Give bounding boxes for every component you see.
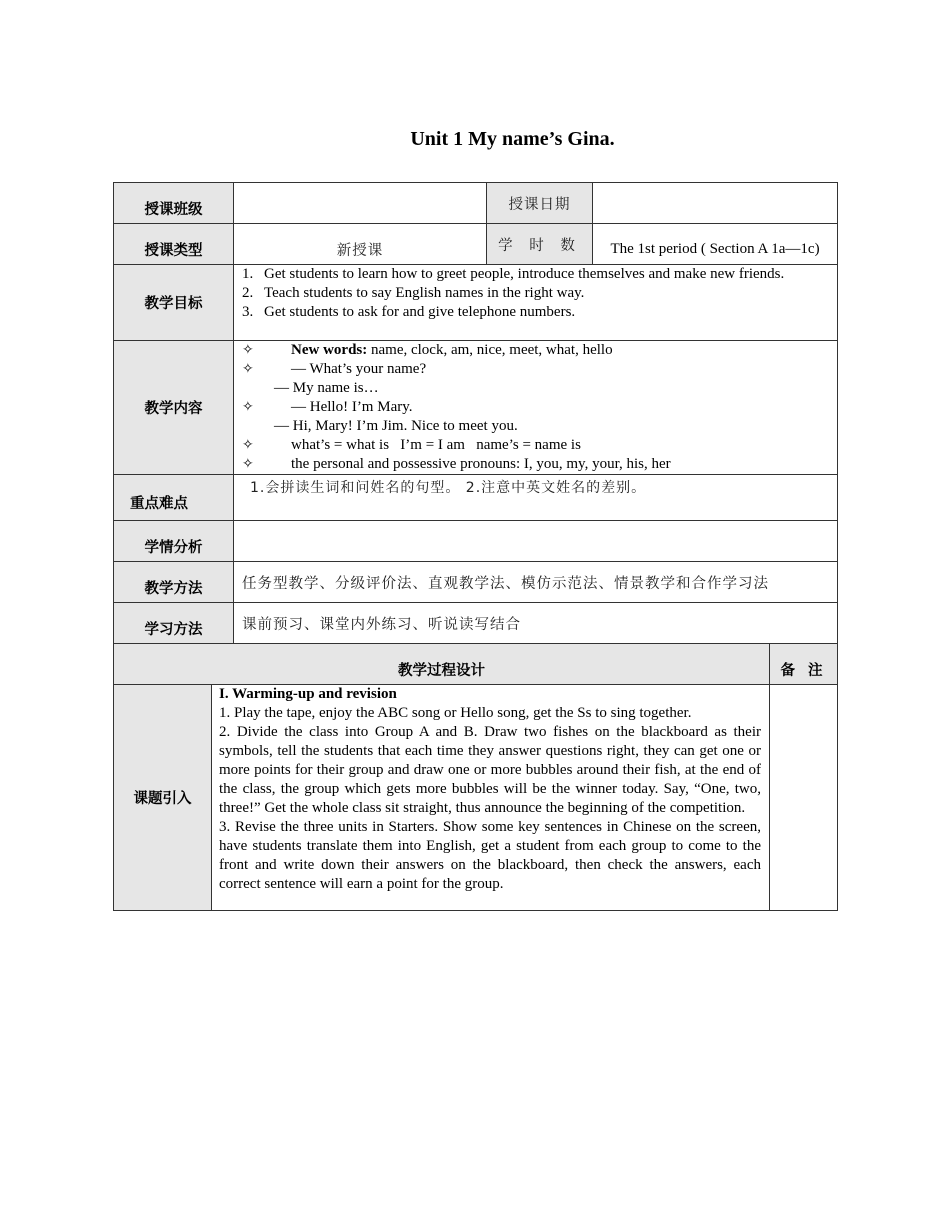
diamond-bullet-icon: ✧ — [242, 437, 254, 453]
goal-item: 2. Teach students to say English names in the right way. — [242, 285, 585, 301]
key-value: 1.会拼读生词和问姓名的句型。 2.注意中英文姓名的差别。 — [234, 475, 838, 521]
type-value: 新授课 — [234, 224, 487, 265]
notes-value — [770, 685, 838, 911]
row-intro — [114, 685, 838, 911]
hours-value: The 1st period ( Section A 1a—1c) — [593, 224, 838, 265]
warm-up-title: I. Warming-up and revision — [219, 686, 397, 702]
goal-item: 3. Get students to ask for and give telephone numbers. — [242, 304, 576, 320]
goals-list — [234, 265, 837, 322]
content-list — [234, 341, 837, 474]
diamond-bullet-icon: ✧ — [242, 456, 254, 472]
date-label: 授课日期 — [487, 183, 593, 224]
study-label: 学习方法 — [114, 603, 234, 644]
row-study — [114, 603, 838, 644]
analysis-value — [234, 521, 838, 562]
row-key — [114, 475, 838, 521]
row-class — [114, 183, 838, 224]
warm-up-item: 3. Revise the three units in Starters. Show some key sentences in Chinese on the screen, have students translate them into English, get a student from each group to come to the front and write down their answers on the blackboard, then check the answers, each correct sentence will earn a point for the group. — [219, 819, 761, 892]
document-title: Unit 1 My name’s Gina. — [410, 128, 615, 150]
row-type — [114, 224, 838, 265]
lesson-info-table — [113, 182, 838, 644]
content-item: ✧ the personal and possessive pronouns: I, you, my, your, his, her — [242, 456, 671, 472]
row-goals — [114, 265, 838, 341]
design-label: 教学过程设计 — [114, 644, 770, 685]
method-value: 任务型教学、分级评价法、直观教学法、模仿示范法、情景教学和合作学习法 — [234, 562, 838, 603]
content-item: ✧ what’s = what is I’m = I am name’s = name is — [242, 437, 581, 453]
goals-cell — [234, 265, 838, 341]
class-value — [234, 183, 487, 224]
goals-label: 教学目标 — [114, 265, 234, 341]
diamond-bullet-icon: ✧ — [242, 342, 254, 358]
row-method — [114, 562, 838, 603]
row-process-header — [114, 644, 838, 685]
key-label: 重点难点 — [114, 475, 234, 521]
analysis-label: 学情分析 — [114, 521, 234, 562]
content-item: ✧ New words: name, clock, am, nice, meet, what, hello — [242, 342, 613, 358]
content-item: ✧ — What’s your name? — [242, 361, 427, 377]
goal-item: 1. Get students to learn how to greet people, introduce themselves and make new friends. — [242, 266, 785, 282]
content-item: ✧ — Hello! I’m Mary. — [242, 399, 413, 415]
content-subitem: — My name is… — [274, 380, 379, 396]
study-value: 课前预习、课堂内外练习、听说读写结合 — [234, 603, 838, 644]
date-value — [593, 183, 838, 224]
row-analysis — [114, 521, 838, 562]
warm-up-cell — [212, 685, 770, 911]
warm-up-item: 2. Divide the class into Group A and B. Draw two fishes on the blackboard as their symbols, tell the students that each time they answer questions right, they can get one or more points for their group and draw one or more bubbles around their fish, at the end of the class, the group which gets more bubbles will be the winner today. Say, “One, two, three!” Get the whole class sit straight, thus announce the beginning of the competition. — [219, 724, 761, 816]
content-subitem: — Hi, Mary! I’m Jim. Nice to meet you. — [274, 418, 518, 434]
diamond-bullet-icon: ✧ — [242, 399, 254, 415]
teaching-process-table — [113, 643, 838, 911]
diamond-bullet-icon: ✧ — [242, 361, 254, 377]
method-label: 教学方法 — [114, 562, 234, 603]
row-content — [114, 341, 838, 475]
content-label: 教学内容 — [114, 341, 234, 475]
class-label: 授课班级 — [114, 183, 234, 224]
notes-label: 备 注 — [770, 644, 838, 685]
type-label: 授课类型 — [114, 224, 234, 265]
content-cell — [234, 341, 838, 475]
warm-up-text — [212, 685, 769, 894]
warm-up-item: 1. Play the tape, enjoy the ABC song or Hello song, get the Ss to sing together. — [219, 705, 692, 721]
intro-label: 课题引入 — [114, 685, 212, 911]
hours-label: 学 时 数 — [487, 224, 593, 265]
